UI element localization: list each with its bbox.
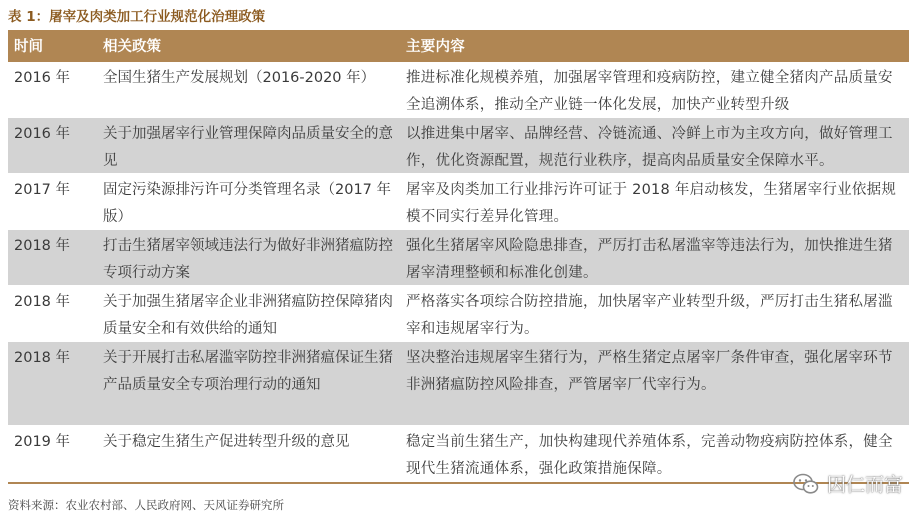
row-content: 推进标准化规模养殖，加强屠宰管理和疫病防控，建立健全猪肉产品质量安全追溯体系，推动全产业链一体化发展，加快产业转型升级 (406, 70, 893, 113)
row-year: 2019 年 (14, 434, 71, 450)
table-row (8, 286, 909, 342)
table-caption: 表 1：屠宰及肉类加工行业规范化治理政策 (8, 9, 266, 25)
row-year: 2018 年 (14, 350, 71, 366)
header-content: 主要内容 (406, 39, 465, 55)
row-policy: 关于加强屠宰行业管理保障肉品质量安全的意见 (103, 126, 393, 169)
row-content: 严格落实各项综合防控措施，加快屠宰产业转型升级，严厉打击生猪私屠滥宰和违规屠宰行为。 (406, 294, 893, 337)
table-row (8, 118, 909, 174)
table-header-row (8, 32, 909, 62)
table-row (8, 230, 909, 286)
source-note: 资料来源：农业农村部、人民政府网、天风证券研究所 (8, 498, 284, 512)
row-policy: 全国生猪生产发展规划（2016-2020 年） (103, 70, 376, 86)
row-content: 稳定当前生猪生产，加快构建现代养殖体系，完善动物疫病防控体系，健全现代生猪流通体系，强化政策措施保障。 (406, 434, 893, 477)
row-policy: 关于开展打击私屠滥宰防控非洲猪瘟保证生猪产品质量安全专项治理行动的通知 (103, 350, 393, 393)
row-year: 2018 年 (14, 238, 71, 254)
header-time: 时间 (14, 39, 43, 55)
watermark-text: 因仁而富 (826, 474, 903, 496)
table-row (8, 62, 909, 118)
wechat-icon (793, 473, 819, 495)
row-policy: 打击生猪屠宰领域违法行为做好非洲猪瘟防控专项行动方案 (103, 238, 393, 281)
row-policy: 固定污染源排污许可分类管理名录（2017 年版） (103, 182, 392, 225)
table-row (8, 426, 909, 482)
row-content: 屠宰及肉类加工行业排污许可证于 2018 年启动核发，生猪屠宰行业依据规模不同实行差异化管理。 (406, 182, 897, 225)
row-content: 强化生猪屠宰风险隐患排查，严厉打击私屠滥宰等违法行为，加快推进生猪屠宰清理整顿和标准化创建。 (406, 238, 893, 281)
row-policy: 关于加强生猪屠宰企业非洲猪瘟防控保障猪肉质量安全和有效供给的通知 (103, 294, 393, 337)
row-year: 2017 年 (14, 182, 71, 198)
row-content: 坚决整治违规屠宰生猪行为，严格生猪定点屠宰厂条件审查，强化屠宰环节非洲猪瘟防控风险排查，严管屠宰厂代宰行为。 (406, 350, 893, 393)
watermark (793, 470, 903, 497)
row-policy: 关于稳定生猪生产促进转型升级的意见 (103, 434, 350, 450)
table-row (8, 342, 909, 426)
row-year: 2016 年 (14, 70, 71, 86)
row-year: 2018 年 (14, 294, 71, 310)
table-row (8, 174, 909, 230)
policy-table (8, 30, 909, 484)
header-policy: 相关政策 (103, 39, 161, 55)
row-year: 2016 年 (14, 126, 71, 142)
row-content: 以推进集中屠宰、品牌经营、冷链流通、冷鲜上市为主攻方向，做好管理工作，优化资源配置，规范行业秩序，提高肉品质量安全保障水平。 (406, 126, 893, 169)
